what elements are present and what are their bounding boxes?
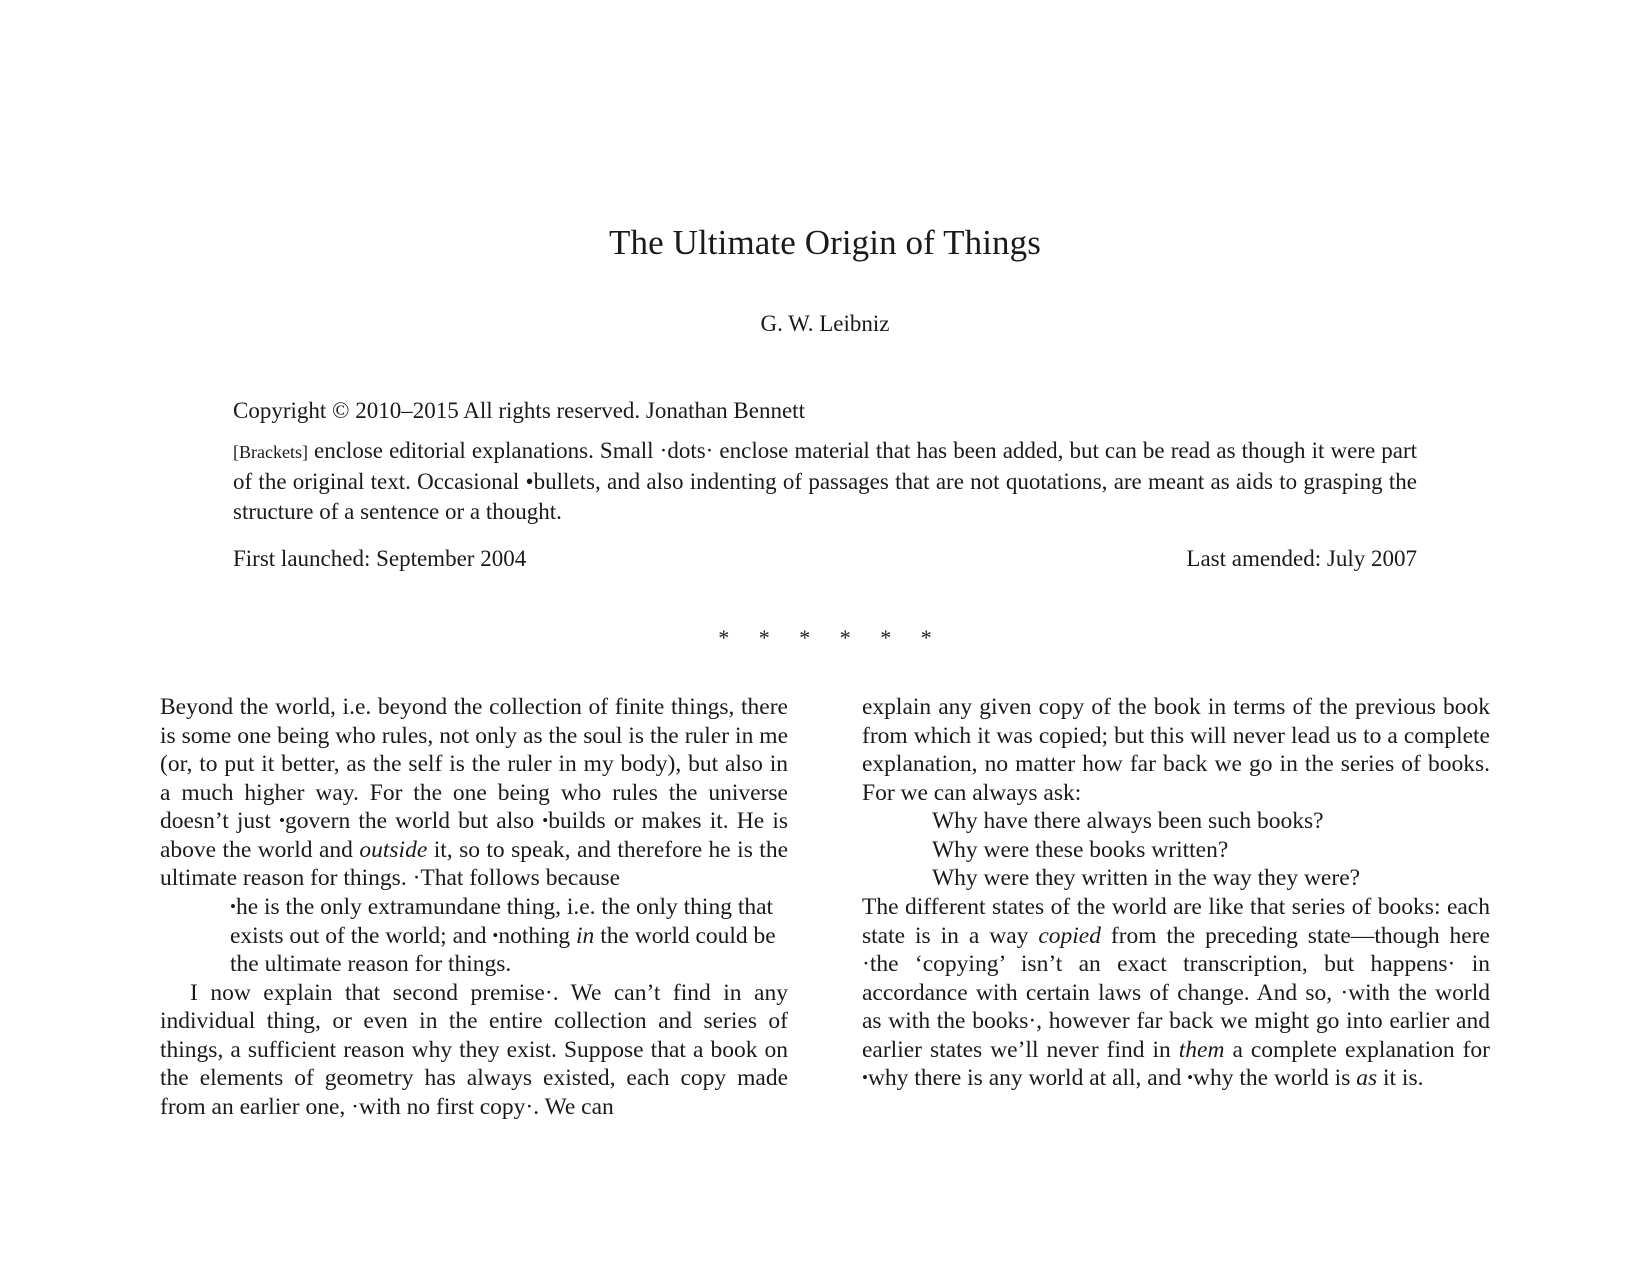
bullet-marker-icon: •: [278, 811, 285, 831]
para-text-b: from the preceding state—though here ·the ‘copying’ isn’t an exact transcription, but happens· in accordance with certain laws of change. And so, ·with the world as with the books·, however far back we might go into earlier and earlier states we’ll never find in: [862, 922, 1490, 1063]
para-text-c: a complete explanation for: [1224, 1036, 1490, 1063]
para-text-b: govern the world but also: [284, 808, 543, 835]
question-line-2: Why were these books written?: [932, 836, 1229, 863]
question-line-3: Why were they written in the way they were?: [932, 865, 1361, 892]
section-separator: * * * * * *: [718, 625, 944, 651]
bullet-marker-icon: •: [492, 925, 499, 945]
bullet-text-c: the world could be the ultimate reason for things.: [230, 922, 776, 978]
para-text-a: The different states of the world are like that series of books: each state is in a way: [862, 894, 1490, 949]
para-text-c: builds or makes it. He is above the world and: [160, 808, 788, 863]
bullet-text-b: nothing: [498, 922, 577, 949]
first-launched-date: First launched: September 2004: [233, 545, 527, 571]
emphasis-copied: copied: [1038, 922, 1101, 949]
brackets-label: [Brackets]: [233, 442, 308, 463]
emphasis-as: as: [1356, 1065, 1378, 1092]
para-text-d: why there is any world at all, and: [867, 1065, 1188, 1092]
paragraph-second-premise: I now explain that second premise·. We can’t find in any individual thing, or even in the entire collection and series of things, a sufficient reason why they exist. Suppose that a book on the elements of geometry has always existed, each copy made from an earlier one, ·with no first copy·. We can: [160, 979, 788, 1120]
bullet-marker-icon: •: [862, 1068, 868, 1088]
copyright-line: Copyright © 2010–2015 All rights reserved. Jonathan Bennett: [233, 397, 805, 423]
paragraph-beyond-the-world: [160, 693, 788, 893]
bullet-text-a: he is the only extramundane thing, i.e. the only thing that exists out of the world; and: [230, 894, 774, 949]
last-amended-date: Last amended: July 2007: [1186, 545, 1417, 571]
editorial-conventions: [233, 436, 1417, 528]
emphasis-outside: outside: [359, 836, 428, 863]
front-matter: [233, 338, 1417, 574]
conventions-text: enclose editorial explanations. Small ·dots· enclose material that has been added, but can be read as though it were part of the original text. Occasional •bullets, and also indenting of passages that are not quotations, are meant as aids to grasping the structure of a sentence or a thought.: [233, 438, 1417, 525]
two-column-body: [160, 649, 1490, 1121]
bullet-marker-icon: •: [230, 897, 236, 917]
indented-bullet-block: [230, 893, 788, 979]
paragraph-explain-copy: explain any given copy of the book in terms of the previous book from which it was copied; but this will never lead us to a complete explanation, no matter how far back we go in the series of books. For we can always ask:: [862, 694, 1490, 806]
page-title: The Ultimate Origin of Things: [609, 223, 1041, 262]
bullet-marker-icon: •: [1187, 1068, 1194, 1088]
para-text-a: Beyond the world, i.e. beyond the collection of finite things, there is some one being who rules, not only as the soul is the ruler in me (or, to put it better, as the self is the ruler in my body), but also in a much higher way. For the one being who rules the universe doesn’t just: [160, 694, 788, 835]
question-line-1: Why have there always been such books?: [932, 808, 1324, 835]
publication-dates: [233, 528, 1417, 573]
paragraph-states-of-world: [862, 893, 1490, 1093]
para-text-f: it is.: [1377, 1065, 1424, 1092]
emphasis-in: in: [576, 922, 595, 949]
para-text-d: it, so to speak, and therefore he is the ultimate reason for things. ·That follows because: [160, 836, 789, 892]
right-column: [862, 693, 1490, 1093]
bullet-marker-icon: •: [542, 811, 549, 831]
emphasis-them: them: [1178, 1036, 1225, 1063]
left-column: [160, 693, 788, 1121]
para-text-e: why the world is: [1193, 1065, 1357, 1092]
author-name: G. W. Leibniz: [760, 311, 890, 336]
